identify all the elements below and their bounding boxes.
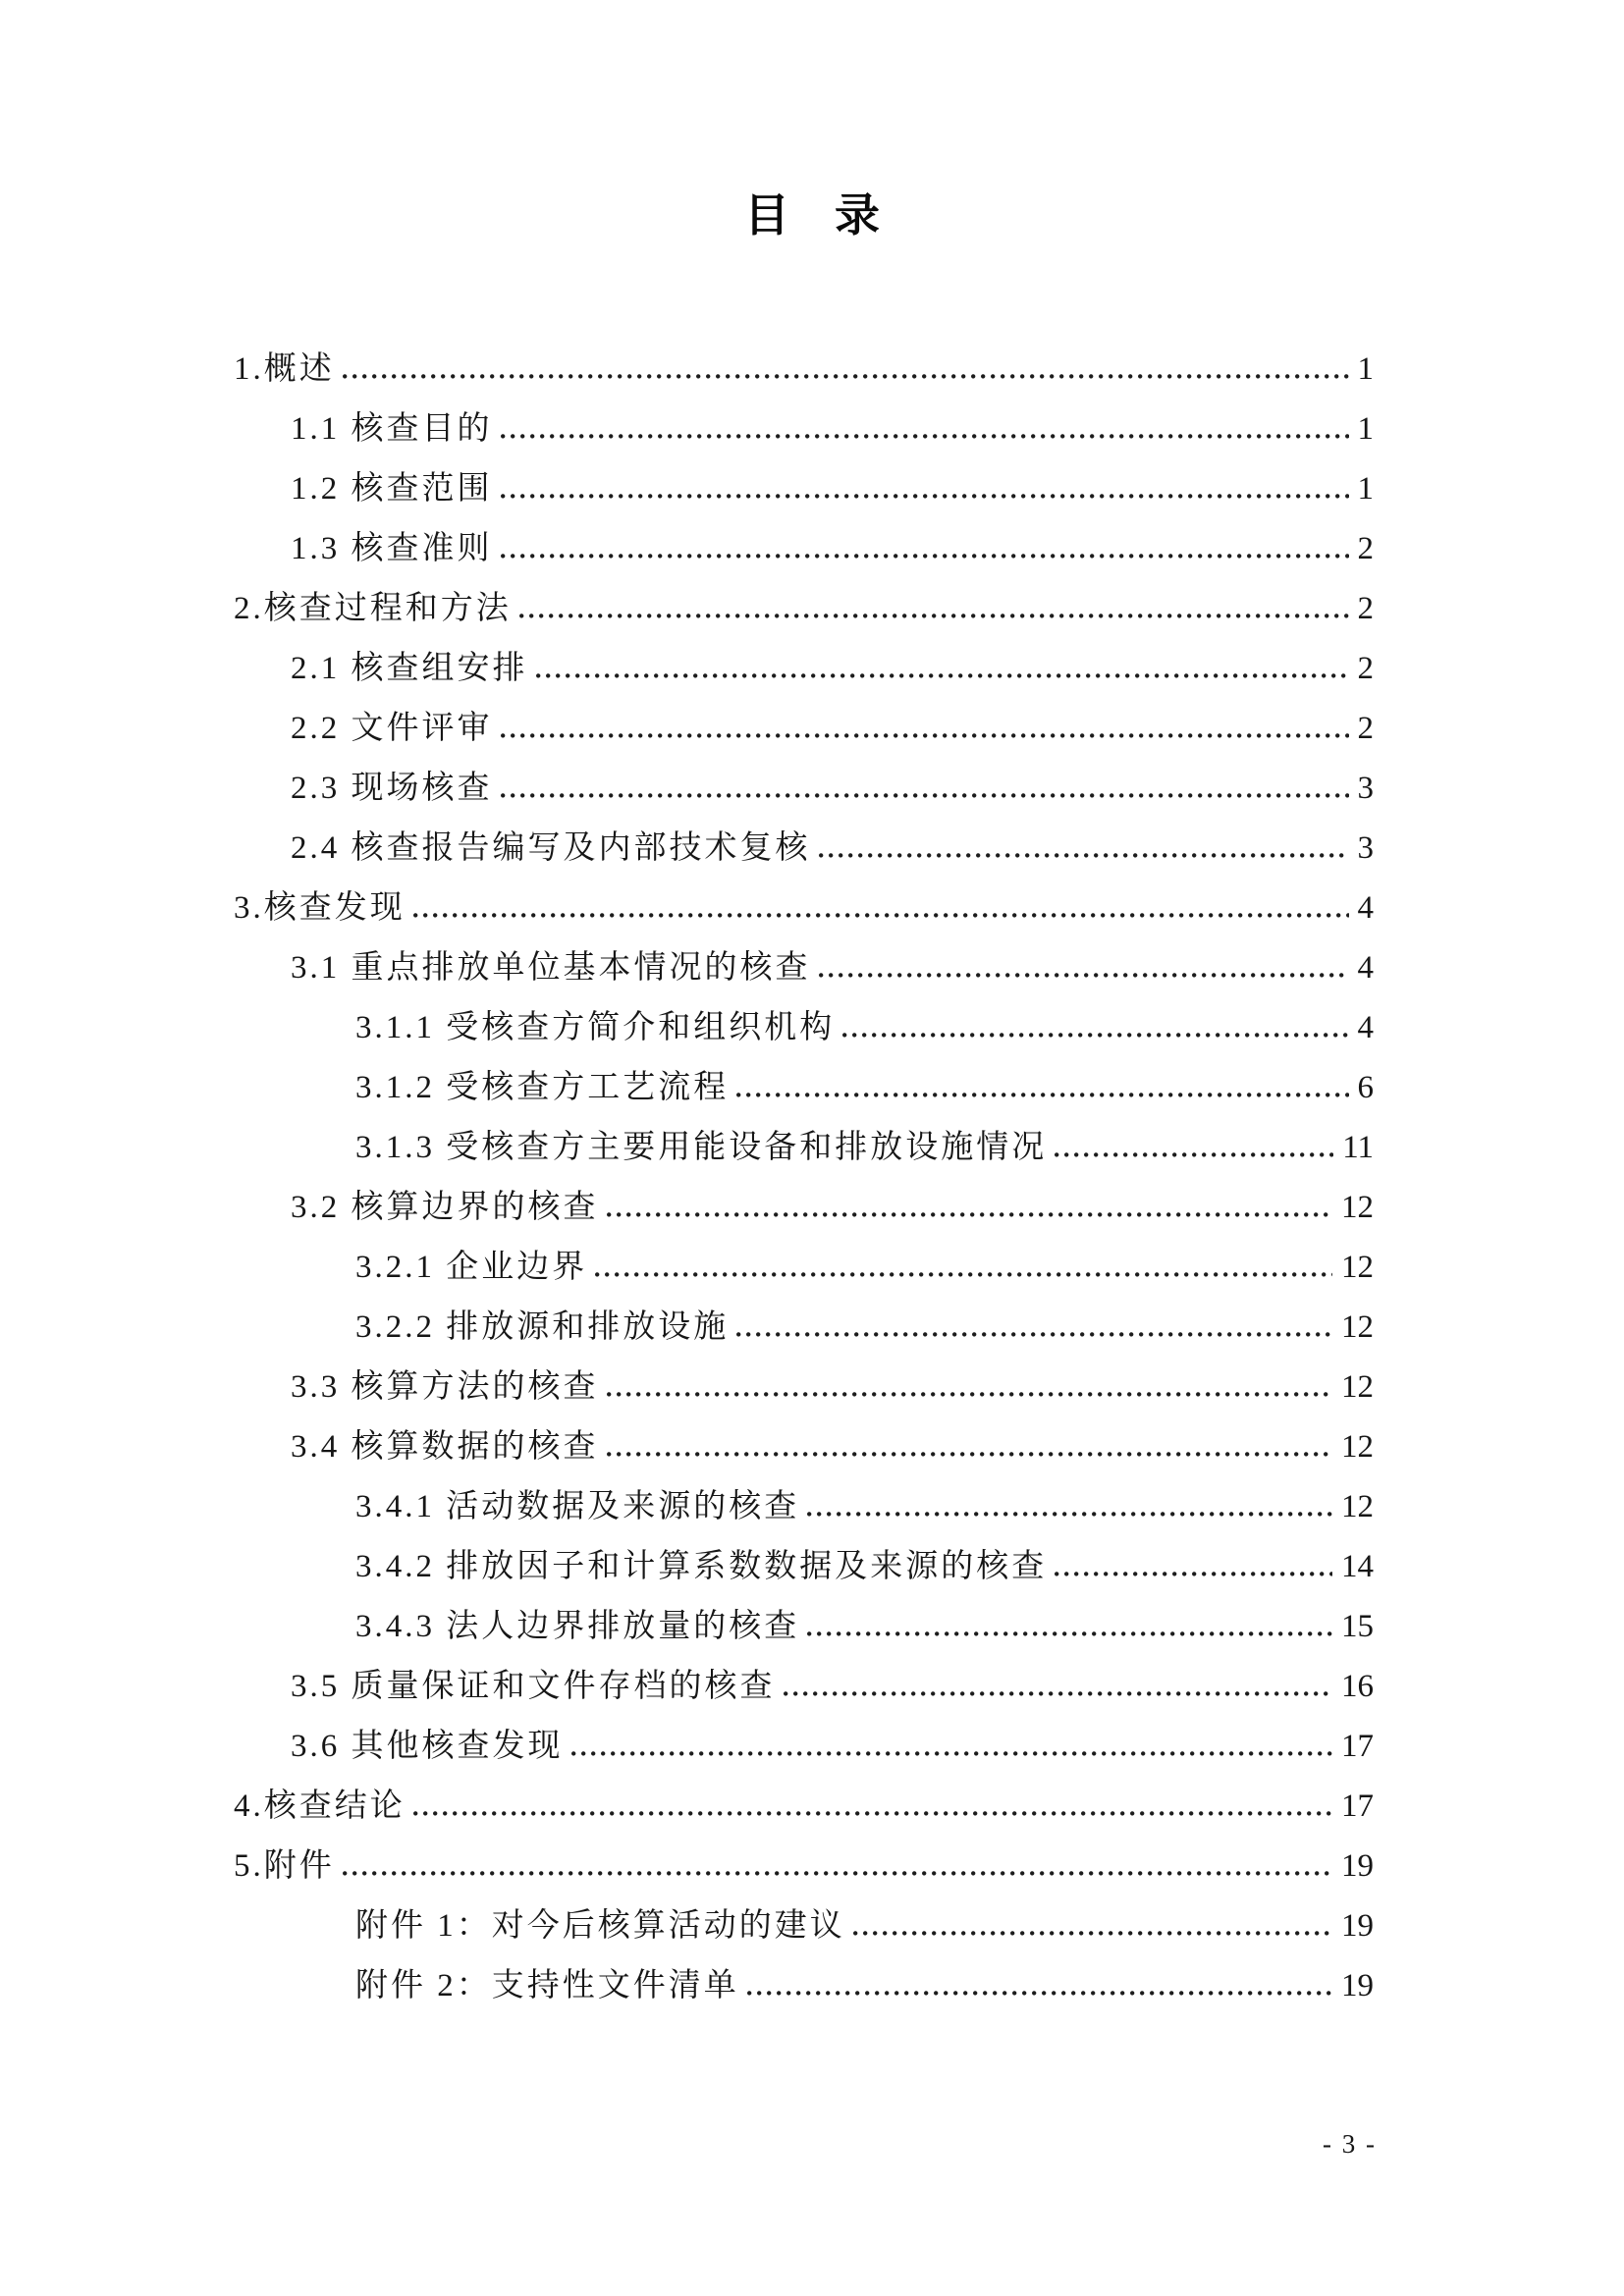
dot-leader: [607, 1392, 1333, 1397]
toc-entry-label: 3.5 质量保证和文件存档的核查: [291, 1669, 776, 1704]
toc-entry-page: 1: [1357, 351, 1374, 387]
toc-entry-page: 11: [1342, 1130, 1374, 1165]
toc-entry-label: 1.2 核查范围: [291, 471, 493, 507]
toc-entry-label: 3.4.2 排放因子和计算系数数据及来源的核查: [355, 1549, 1048, 1584]
toc-entry-label: 5.附件: [234, 1848, 335, 1884]
toc-entry-label: 1.3 核查准则: [291, 531, 493, 566]
toc-entry[interactable]: [234, 1286, 1374, 1346]
dot-leader: [819, 973, 1349, 978]
toc-entry-page: 3: [1357, 771, 1374, 806]
toc-entry-label: 附件 2：支持性文件清单: [355, 1968, 739, 2003]
dot-leader: [607, 1212, 1333, 1217]
dot-leader: [736, 1332, 1332, 1337]
dot-leader: [501, 494, 1349, 499]
toc-entry-label: 3.2 核算边界的核查: [291, 1190, 599, 1225]
toc-entry-label: 3.4 核算数据的核查: [291, 1429, 599, 1465]
toc-entry[interactable]: [234, 1885, 1374, 1945]
dot-leader: [536, 673, 1349, 678]
dot-leader: [343, 1871, 1332, 1876]
toc-entry-label: 3.1.1 受核查方简介和组织机构: [355, 1010, 836, 1045]
dot-leader: [501, 733, 1349, 738]
toc-entry-page: 2: [1357, 651, 1374, 686]
toc-entry[interactable]: [234, 1466, 1374, 1525]
page-title: 目 录: [744, 190, 880, 240]
dot-leader: [343, 374, 1349, 379]
toc-entry-label: 附件 1：对今后核算活动的建议: [355, 1908, 845, 1944]
dot-leader: [595, 1272, 1332, 1277]
dot-leader: [519, 614, 1349, 618]
toc-entry[interactable]: [234, 1825, 1374, 1885]
toc-entry[interactable]: [234, 1585, 1374, 1645]
toc-entry-page: 2: [1357, 591, 1374, 626]
dot-leader: [784, 1691, 1333, 1696]
toc-entry-label: 3.6 其他核查发现: [291, 1729, 564, 1764]
toc-entry[interactable]: [234, 1106, 1374, 1166]
toc-entry-label: 2.3 现场核查: [291, 771, 493, 806]
toc-entry[interactable]: [234, 507, 1374, 567]
toc-entry-label: 3.4.1 活动数据及来源的核查: [355, 1489, 800, 1524]
toc-entry-page: 19: [1341, 1908, 1374, 1944]
toc-entry-page: 12: [1341, 1429, 1374, 1465]
toc-entry[interactable]: [234, 1645, 1374, 1705]
toc-entry-page: 1: [1357, 411, 1374, 447]
dot-leader: [736, 1093, 1348, 1097]
toc-entry-label: 1.1 核查目的: [291, 411, 493, 447]
toc-entry-page: 19: [1341, 1848, 1374, 1884]
dot-leader: [1055, 1152, 1333, 1157]
toc-entry-page: 12: [1341, 1309, 1374, 1345]
toc-entry[interactable]: [234, 1705, 1374, 1765]
toc-entry-page: 1: [1357, 471, 1374, 507]
toc-entry-page: 14: [1341, 1549, 1374, 1584]
dot-leader: [807, 1512, 1332, 1517]
toc-entry[interactable]: [234, 448, 1374, 507]
toc-entry[interactable]: [234, 1765, 1374, 1825]
toc-entry-label: 3.1 重点排放单位基本情况的核查: [291, 950, 811, 986]
toc-entry[interactable]: [234, 1525, 1374, 1585]
dot-leader: [1055, 1572, 1332, 1576]
toc-entry-page: 3: [1357, 830, 1374, 866]
dot-leader: [413, 913, 1349, 918]
toc-entry-label: 3.4.3 法人边界排放量的核查: [355, 1609, 800, 1644]
toc-entry-page: 12: [1341, 1489, 1374, 1524]
toc-entry[interactable]: [234, 867, 1374, 927]
dot-leader: [819, 853, 1349, 858]
toc-entry-page: 19: [1341, 1968, 1374, 2003]
toc-entry[interactable]: [234, 328, 1374, 388]
toc-entry-label: 2.核查过程和方法: [234, 591, 512, 626]
toc-entry-page: 12: [1341, 1250, 1374, 1285]
dot-leader: [501, 434, 1349, 439]
toc-entry-page: 2: [1357, 711, 1374, 746]
toc-entry-label: 3.1.3 受核查方主要用能设备和排放设施情况: [355, 1130, 1048, 1165]
toc-entry[interactable]: [234, 987, 1374, 1046]
dot-leader: [571, 1751, 1333, 1756]
toc-list: [234, 328, 1374, 2004]
dot-leader: [842, 1033, 1348, 1038]
toc-entry[interactable]: [234, 567, 1374, 627]
toc-entry-page: 4: [1357, 890, 1374, 926]
dot-leader: [807, 1631, 1332, 1636]
toc-entry-label: 3.核查发现: [234, 890, 406, 926]
dot-leader: [501, 554, 1349, 559]
dot-leader: [853, 1931, 1332, 1936]
toc-entry[interactable]: [234, 747, 1374, 807]
toc-entry[interactable]: [234, 388, 1374, 448]
dot-leader: [413, 1811, 1332, 1816]
dot-leader: [501, 793, 1349, 798]
toc-entry-page: 15: [1341, 1609, 1374, 1644]
toc-entry[interactable]: [234, 1166, 1374, 1226]
toc-entry[interactable]: [234, 627, 1374, 687]
toc-entry-label: 4.核查结论: [234, 1789, 406, 1824]
toc-entry-page: 17: [1341, 1789, 1374, 1824]
toc-entry[interactable]: [234, 1406, 1374, 1466]
toc-entry-label: 3.2.1 企业边界: [355, 1250, 588, 1285]
toc-entry-page: 12: [1341, 1369, 1374, 1405]
toc-entry-label: 3.2.2 排放源和排放设施: [355, 1309, 730, 1345]
toc-entry-page: 2: [1357, 531, 1374, 566]
toc-entry[interactable]: [234, 687, 1374, 747]
toc-entry[interactable]: [234, 807, 1374, 867]
toc-entry-page: 4: [1357, 950, 1374, 986]
toc-entry-page: 16: [1341, 1669, 1374, 1704]
toc-entry-page: 4: [1357, 1010, 1374, 1045]
toc-entry-label: 3.1.2 受核查方工艺流程: [355, 1070, 730, 1105]
toc-entry-label: 2.4 核查报告编写及内部技术复核: [291, 830, 811, 866]
toc-entry[interactable]: [234, 927, 1374, 987]
dot-leader: [747, 1991, 1332, 1996]
toc-entry-page: 12: [1341, 1190, 1374, 1225]
dot-leader: [607, 1452, 1333, 1457]
toc-entry-label: 2.1 核查组安排: [291, 651, 528, 686]
toc-entry[interactable]: [234, 1046, 1374, 1106]
toc-entry-label: 1.概述: [234, 351, 335, 387]
page-number-footer: - 3 -: [1323, 2129, 1377, 2159]
toc-entry-label: 3.3 核算方法的核查: [291, 1369, 599, 1405]
toc-entry[interactable]: [234, 1226, 1374, 1286]
toc-entry-label: 2.2 文件评审: [291, 711, 493, 746]
toc-entry[interactable]: [234, 1346, 1374, 1406]
toc-entry-page: 6: [1357, 1070, 1374, 1105]
toc-entry-page: 17: [1341, 1729, 1374, 1764]
toc-entry[interactable]: [234, 1945, 1374, 2004]
